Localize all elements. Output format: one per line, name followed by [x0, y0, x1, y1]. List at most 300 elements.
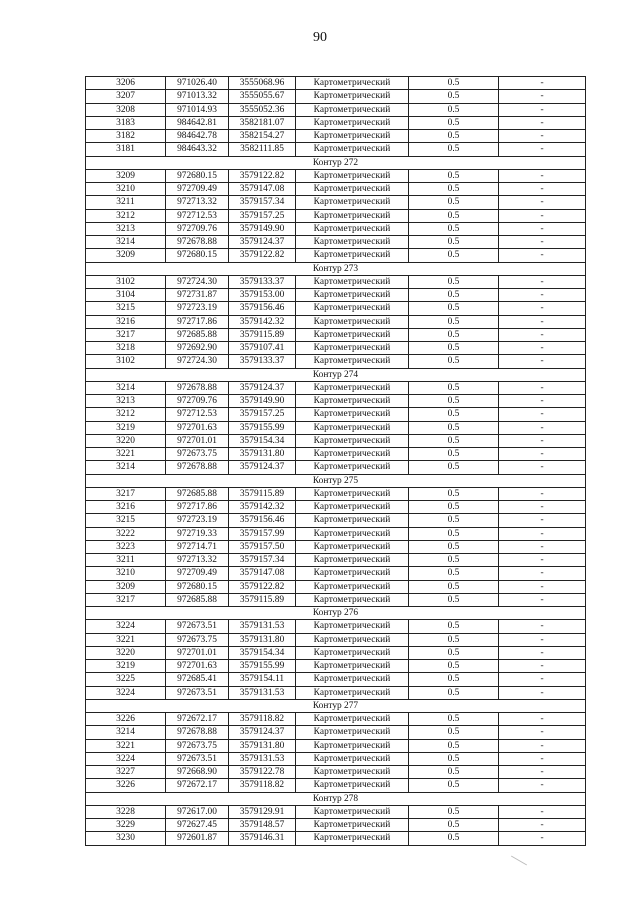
point-number-cell: 3212 [86, 209, 166, 222]
contour-header-row [86, 262, 586, 275]
y-coordinate-cell: 3582181.07 [229, 116, 296, 129]
point-number-cell: 3228 [86, 805, 166, 818]
method-cell: Картометрический [296, 421, 409, 434]
x-coordinate-cell: 984642.78 [166, 130, 229, 143]
scan-mark [511, 856, 527, 866]
accuracy-cell: 0.5 [409, 660, 499, 673]
table-row [86, 567, 586, 580]
table-row [86, 673, 586, 686]
method-cell: Картометрический [296, 116, 409, 129]
method-cell: Картометрический [296, 673, 409, 686]
description-cell: - [499, 90, 586, 103]
accuracy-cell: 0.5 [409, 646, 499, 659]
x-coordinate-cell: 972685.88 [166, 487, 229, 500]
accuracy-cell: 0.5 [409, 381, 499, 394]
accuracy-cell: 0.5 [409, 673, 499, 686]
y-coordinate-cell: 3579149.90 [229, 222, 296, 235]
point-number-cell: 3226 [86, 713, 166, 726]
description-cell: - [499, 540, 586, 553]
table-row [86, 832, 586, 845]
y-coordinate-cell: 3579118.82 [229, 779, 296, 792]
point-number-cell: 3218 [86, 342, 166, 355]
x-coordinate-cell: 972713.32 [166, 554, 229, 567]
table-row [86, 527, 586, 540]
contour-header-row [86, 474, 586, 487]
point-number-cell: 3208 [86, 103, 166, 116]
method-cell: Картометрический [296, 620, 409, 633]
method-cell: Картометрический [296, 169, 409, 182]
y-coordinate-cell: 3579131.53 [229, 752, 296, 765]
method-cell: Картометрический [296, 342, 409, 355]
table-row [86, 143, 586, 156]
x-coordinate-cell: 972701.63 [166, 660, 229, 673]
method-cell: Картометрический [296, 302, 409, 315]
description-cell: - [499, 209, 586, 222]
point-number-cell: 3102 [86, 355, 166, 368]
point-number-cell: 3224 [86, 686, 166, 699]
x-coordinate-cell: 971013.32 [166, 90, 229, 103]
x-coordinate-cell: 972685.88 [166, 593, 229, 606]
method-cell: Картометрический [296, 289, 409, 302]
point-number-cell: 3224 [86, 752, 166, 765]
x-coordinate-cell: 972712.53 [166, 209, 229, 222]
table-row [86, 355, 586, 368]
method-cell: Картометрический [296, 713, 409, 726]
y-coordinate-cell: 3579131.80 [229, 633, 296, 646]
method-cell: Картометрический [296, 236, 409, 249]
accuracy-cell: 0.5 [409, 395, 499, 408]
point-number-cell: 3211 [86, 554, 166, 567]
accuracy-cell: 0.5 [409, 527, 499, 540]
description-cell: - [499, 580, 586, 593]
table-row [86, 646, 586, 659]
description-cell: - [499, 593, 586, 606]
point-number-cell: 3221 [86, 739, 166, 752]
accuracy-cell: 0.5 [409, 593, 499, 606]
accuracy-cell: 0.5 [409, 567, 499, 580]
y-coordinate-cell: 3579154.34 [229, 646, 296, 659]
y-coordinate-cell: 3579146.31 [229, 832, 296, 845]
x-coordinate-cell: 971014.93 [166, 103, 229, 116]
accuracy-cell: 0.5 [409, 461, 499, 474]
method-cell: Картометрический [296, 580, 409, 593]
y-coordinate-cell: 3579124.37 [229, 236, 296, 249]
point-number-cell: 3213 [86, 395, 166, 408]
method-cell: Картометрический [296, 779, 409, 792]
description-cell: - [499, 805, 586, 818]
contour-label: Контур 276 [86, 607, 586, 620]
description-cell: - [499, 487, 586, 500]
y-coordinate-cell: 3555068.96 [229, 77, 296, 90]
y-coordinate-cell: 3579133.37 [229, 355, 296, 368]
method-cell: Картометрический [296, 328, 409, 341]
description-cell: - [499, 554, 586, 567]
x-coordinate-cell: 972714.71 [166, 540, 229, 553]
x-coordinate-cell: 972668.90 [166, 766, 229, 779]
method-cell: Картометрический [296, 633, 409, 646]
method-cell: Картометрический [296, 77, 409, 90]
description-cell: - [499, 448, 586, 461]
accuracy-cell: 0.5 [409, 355, 499, 368]
y-coordinate-cell: 3579122.82 [229, 249, 296, 262]
coordinates-table [85, 76, 586, 846]
method-cell: Картометрический [296, 381, 409, 394]
y-coordinate-cell: 3579157.25 [229, 408, 296, 421]
point-number-cell: 3223 [86, 540, 166, 553]
y-coordinate-cell: 3579107.41 [229, 342, 296, 355]
point-number-cell: 3222 [86, 527, 166, 540]
table-row [86, 236, 586, 249]
table-row [86, 448, 586, 461]
method-cell: Картометрический [296, 554, 409, 567]
point-number-cell: 3211 [86, 196, 166, 209]
y-coordinate-cell: 3579157.99 [229, 527, 296, 540]
accuracy-cell: 0.5 [409, 766, 499, 779]
y-coordinate-cell: 3579118.82 [229, 713, 296, 726]
y-coordinate-cell: 3579142.32 [229, 501, 296, 514]
method-cell: Картометрический [296, 461, 409, 474]
method-cell: Картометрический [296, 805, 409, 818]
accuracy-cell: 0.5 [409, 408, 499, 421]
method-cell: Картометрический [296, 660, 409, 673]
point-number-cell: 3213 [86, 222, 166, 235]
accuracy-cell: 0.5 [409, 752, 499, 765]
table-row [86, 275, 586, 288]
x-coordinate-cell: 972717.86 [166, 501, 229, 514]
y-coordinate-cell: 3579131.80 [229, 448, 296, 461]
y-coordinate-cell: 3579157.25 [229, 209, 296, 222]
point-number-cell: 3217 [86, 487, 166, 500]
table-row [86, 103, 586, 116]
method-cell: Картометрический [296, 355, 409, 368]
table-row [86, 130, 586, 143]
point-number-cell: 3217 [86, 593, 166, 606]
contour-label: Контур 275 [86, 474, 586, 487]
contour-label: Контур 274 [86, 368, 586, 381]
accuracy-cell: 0.5 [409, 209, 499, 222]
accuracy-cell: 0.5 [409, 342, 499, 355]
table-row [86, 289, 586, 302]
point-number-cell: 3219 [86, 660, 166, 673]
accuracy-cell: 0.5 [409, 77, 499, 90]
point-number-cell: 3182 [86, 130, 166, 143]
x-coordinate-cell: 972680.15 [166, 249, 229, 262]
x-coordinate-cell: 972617.00 [166, 805, 229, 818]
method-cell: Картометрический [296, 395, 409, 408]
x-coordinate-cell: 972701.01 [166, 434, 229, 447]
y-coordinate-cell: 3579115.89 [229, 593, 296, 606]
x-coordinate-cell: 972709.49 [166, 567, 229, 580]
description-cell: - [499, 328, 586, 341]
x-coordinate-cell: 972723.19 [166, 514, 229, 527]
contour-header-row [86, 699, 586, 712]
table-row [86, 183, 586, 196]
accuracy-cell: 0.5 [409, 448, 499, 461]
x-coordinate-cell: 972723.19 [166, 302, 229, 315]
accuracy-cell: 0.5 [409, 289, 499, 302]
table-row [86, 461, 586, 474]
y-coordinate-cell: 3579156.46 [229, 514, 296, 527]
y-coordinate-cell: 3582111.85 [229, 143, 296, 156]
table-row [86, 580, 586, 593]
table-row [86, 315, 586, 328]
description-cell: - [499, 646, 586, 659]
point-number-cell: 3210 [86, 567, 166, 580]
method-cell: Картометрический [296, 90, 409, 103]
description-cell: - [499, 660, 586, 673]
method-cell: Картометрический [296, 487, 409, 500]
x-coordinate-cell: 972712.53 [166, 408, 229, 421]
point-number-cell: 3214 [86, 236, 166, 249]
table-row [86, 302, 586, 315]
point-number-cell: 3229 [86, 819, 166, 832]
x-coordinate-cell: 972678.88 [166, 726, 229, 739]
accuracy-cell: 0.5 [409, 739, 499, 752]
y-coordinate-cell: 3579131.53 [229, 686, 296, 699]
accuracy-cell: 0.5 [409, 222, 499, 235]
method-cell: Картометрический [296, 819, 409, 832]
y-coordinate-cell: 3579122.78 [229, 766, 296, 779]
description-cell: - [499, 434, 586, 447]
point-number-cell: 3207 [86, 90, 166, 103]
description-cell: - [499, 196, 586, 209]
accuracy-cell: 0.5 [409, 169, 499, 182]
table-row [86, 90, 586, 103]
x-coordinate-cell: 972673.51 [166, 752, 229, 765]
description-cell: - [499, 527, 586, 540]
accuracy-cell: 0.5 [409, 726, 499, 739]
point-number-cell: 3227 [86, 766, 166, 779]
point-number-cell: 3206 [86, 77, 166, 90]
table-row [86, 819, 586, 832]
y-coordinate-cell: 3579131.53 [229, 620, 296, 633]
x-coordinate-cell: 972701.01 [166, 646, 229, 659]
point-number-cell: 3104 [86, 289, 166, 302]
table-row [86, 766, 586, 779]
point-number-cell: 3210 [86, 183, 166, 196]
point-number-cell: 3220 [86, 646, 166, 659]
accuracy-cell: 0.5 [409, 116, 499, 129]
accuracy-cell: 0.5 [409, 514, 499, 527]
description-cell: - [499, 116, 586, 129]
y-coordinate-cell: 3555052.36 [229, 103, 296, 116]
method-cell: Картометрический [296, 686, 409, 699]
x-coordinate-cell: 972673.51 [166, 686, 229, 699]
x-coordinate-cell: 972724.30 [166, 275, 229, 288]
x-coordinate-cell: 972673.75 [166, 633, 229, 646]
description-cell: - [499, 395, 586, 408]
table-row [86, 660, 586, 673]
description-cell: - [499, 686, 586, 699]
description-cell: - [499, 421, 586, 434]
table-row [86, 514, 586, 527]
description-cell: - [499, 143, 586, 156]
point-number-cell: 3214 [86, 726, 166, 739]
method-cell: Картометрический [296, 183, 409, 196]
y-coordinate-cell: 3579147.08 [229, 567, 296, 580]
method-cell: Картометрический [296, 501, 409, 514]
x-coordinate-cell: 972678.88 [166, 236, 229, 249]
y-coordinate-cell: 3579148.57 [229, 819, 296, 832]
description-cell: - [499, 501, 586, 514]
y-coordinate-cell: 3579157.34 [229, 196, 296, 209]
description-cell: - [499, 342, 586, 355]
table-row [86, 779, 586, 792]
description-cell: - [499, 130, 586, 143]
method-cell: Картометрический [296, 766, 409, 779]
contour-label: Контур 277 [86, 699, 586, 712]
table-row [86, 620, 586, 633]
y-coordinate-cell: 3579131.80 [229, 739, 296, 752]
x-coordinate-cell: 972673.75 [166, 448, 229, 461]
x-coordinate-cell: 972685.41 [166, 673, 229, 686]
accuracy-cell: 0.5 [409, 540, 499, 553]
point-number-cell: 3219 [86, 421, 166, 434]
table-row [86, 752, 586, 765]
y-coordinate-cell: 3579157.34 [229, 554, 296, 567]
accuracy-cell: 0.5 [409, 103, 499, 116]
accuracy-cell: 0.5 [409, 501, 499, 514]
y-coordinate-cell: 3579115.89 [229, 487, 296, 500]
contour-label: Контур 278 [86, 792, 586, 805]
method-cell: Картометрический [296, 540, 409, 553]
method-cell: Картометрический [296, 726, 409, 739]
table-row [86, 501, 586, 514]
description-cell: - [499, 832, 586, 845]
point-number-cell: 3102 [86, 275, 166, 288]
table-row [86, 739, 586, 752]
point-number-cell: 3212 [86, 408, 166, 421]
accuracy-cell: 0.5 [409, 183, 499, 196]
description-cell: - [499, 302, 586, 315]
accuracy-cell: 0.5 [409, 713, 499, 726]
x-coordinate-cell: 972680.15 [166, 169, 229, 182]
x-coordinate-cell: 972672.17 [166, 713, 229, 726]
description-cell: - [499, 355, 586, 368]
accuracy-cell: 0.5 [409, 832, 499, 845]
description-cell: - [499, 77, 586, 90]
coordinates-table-body [86, 77, 586, 846]
accuracy-cell: 0.5 [409, 236, 499, 249]
accuracy-cell: 0.5 [409, 328, 499, 341]
accuracy-cell: 0.5 [409, 302, 499, 315]
y-coordinate-cell: 3579129.91 [229, 805, 296, 818]
description-cell: - [499, 766, 586, 779]
description-cell: - [499, 739, 586, 752]
x-coordinate-cell: 972673.51 [166, 620, 229, 633]
y-coordinate-cell: 3579149.90 [229, 395, 296, 408]
point-number-cell: 3216 [86, 315, 166, 328]
description-cell: - [499, 275, 586, 288]
method-cell: Картометрический [296, 249, 409, 262]
table-row [86, 713, 586, 726]
table-row [86, 395, 586, 408]
y-coordinate-cell: 3579124.37 [229, 381, 296, 394]
method-cell: Картометрический [296, 752, 409, 765]
point-number-cell: 3226 [86, 779, 166, 792]
x-coordinate-cell: 972709.49 [166, 183, 229, 196]
method-cell: Картометрический [296, 196, 409, 209]
table-row [86, 593, 586, 606]
y-coordinate-cell: 3555055.67 [229, 90, 296, 103]
table-row [86, 328, 586, 341]
x-coordinate-cell: 972673.75 [166, 739, 229, 752]
contour-header-row [86, 156, 586, 169]
point-number-cell: 3181 [86, 143, 166, 156]
x-coordinate-cell: 972678.88 [166, 381, 229, 394]
table-row [86, 342, 586, 355]
description-cell: - [499, 169, 586, 182]
method-cell: Картометрический [296, 130, 409, 143]
table-row [86, 77, 586, 90]
accuracy-cell: 0.5 [409, 633, 499, 646]
accuracy-cell: 0.5 [409, 686, 499, 699]
x-coordinate-cell: 972713.32 [166, 196, 229, 209]
contour-header-row [86, 368, 586, 381]
description-cell: - [499, 726, 586, 739]
method-cell: Картометрический [296, 315, 409, 328]
point-number-cell: 3214 [86, 381, 166, 394]
point-number-cell: 3220 [86, 434, 166, 447]
description-cell: - [499, 381, 586, 394]
y-coordinate-cell: 3579156.46 [229, 302, 296, 315]
method-cell: Картометрический [296, 593, 409, 606]
x-coordinate-cell: 972680.15 [166, 580, 229, 593]
accuracy-cell: 0.5 [409, 421, 499, 434]
accuracy-cell: 0.5 [409, 554, 499, 567]
accuracy-cell: 0.5 [409, 196, 499, 209]
y-coordinate-cell: 3579155.99 [229, 660, 296, 673]
accuracy-cell: 0.5 [409, 487, 499, 500]
table-row [86, 169, 586, 182]
table-row [86, 540, 586, 553]
method-cell: Картометрический [296, 567, 409, 580]
point-number-cell: 3209 [86, 169, 166, 182]
point-number-cell: 3221 [86, 448, 166, 461]
description-cell: - [499, 408, 586, 421]
table-row [86, 381, 586, 394]
description-cell: - [499, 713, 586, 726]
method-cell: Картометрический [296, 514, 409, 527]
page-number: 90 [313, 30, 327, 45]
description-cell: - [499, 633, 586, 646]
point-number-cell: 3230 [86, 832, 166, 845]
x-coordinate-cell: 972724.30 [166, 355, 229, 368]
accuracy-cell: 0.5 [409, 779, 499, 792]
point-number-cell: 3183 [86, 116, 166, 129]
table-row [86, 805, 586, 818]
description-cell: - [499, 514, 586, 527]
method-cell: Картометрический [296, 646, 409, 659]
point-number-cell: 3216 [86, 501, 166, 514]
x-coordinate-cell: 972685.88 [166, 328, 229, 341]
y-coordinate-cell: 3579153.00 [229, 289, 296, 302]
x-coordinate-cell: 972719.33 [166, 527, 229, 540]
method-cell: Картометрический [296, 448, 409, 461]
x-coordinate-cell: 972717.86 [166, 315, 229, 328]
table-row [86, 686, 586, 699]
x-coordinate-cell: 984643.32 [166, 143, 229, 156]
method-cell: Картометрический [296, 527, 409, 540]
description-cell: - [499, 819, 586, 832]
description-cell: - [499, 249, 586, 262]
accuracy-cell: 0.5 [409, 315, 499, 328]
description-cell: - [499, 567, 586, 580]
method-cell: Картометрический [296, 222, 409, 235]
method-cell: Картометрический [296, 143, 409, 156]
description-cell: - [499, 315, 586, 328]
x-coordinate-cell: 972672.17 [166, 779, 229, 792]
